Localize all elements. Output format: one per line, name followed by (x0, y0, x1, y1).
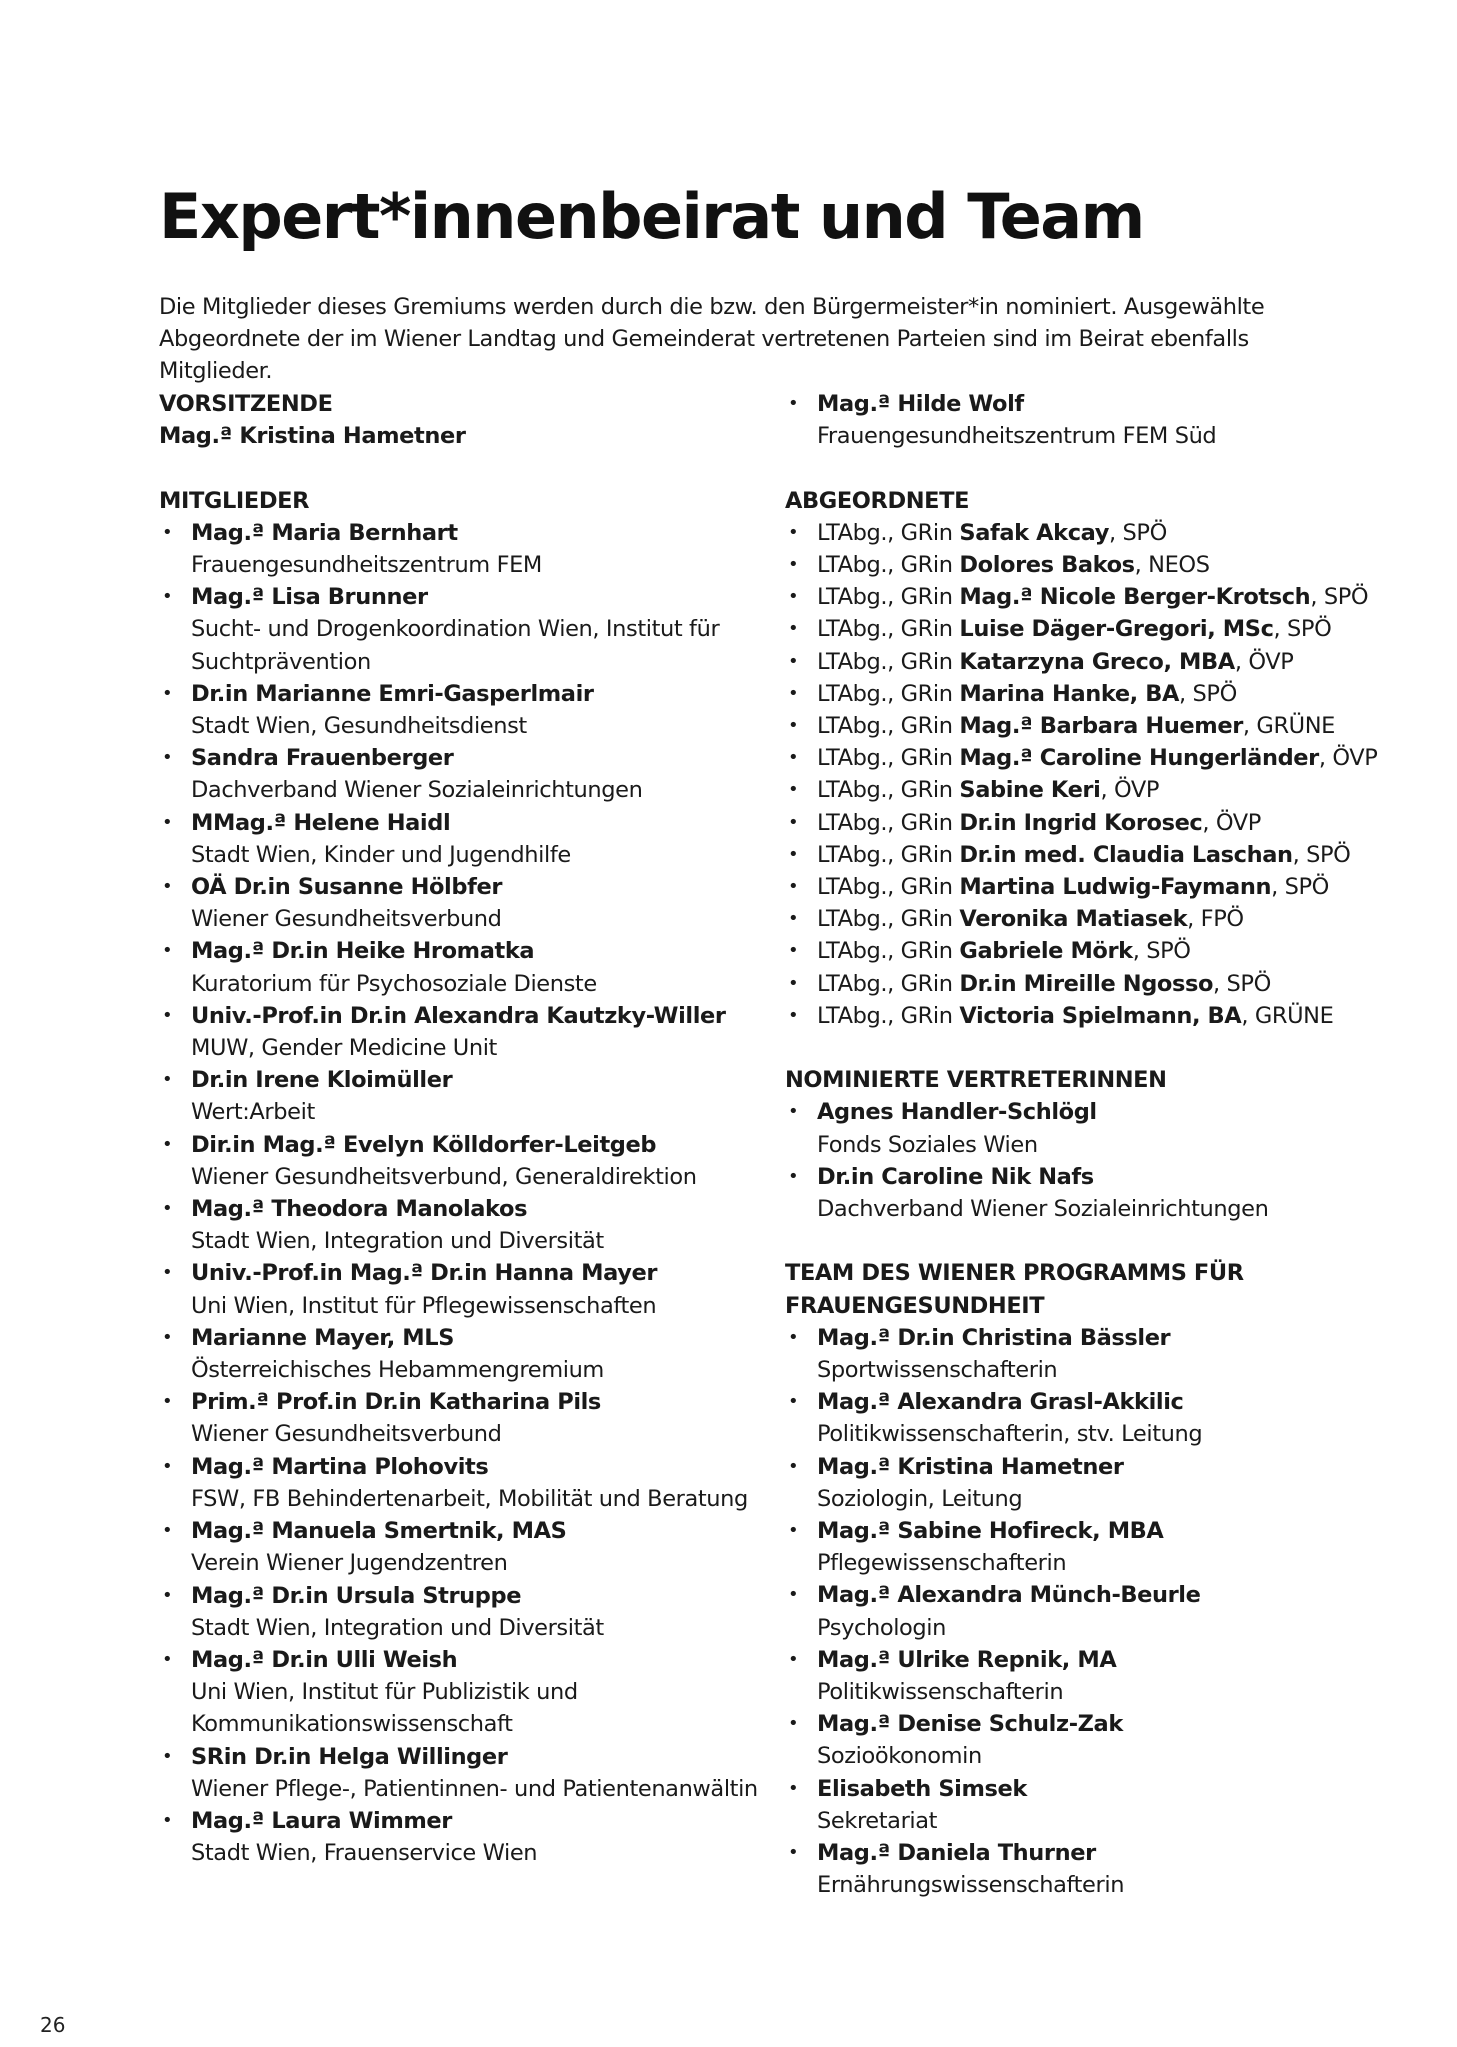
person-name: • Mag.ª Dr.in Christina Bässler (817, 1324, 1171, 1351)
person-name: • OÄ Dr.in Susanne Hölbfer (191, 874, 503, 901)
person-org: Dachverband Wiener Sozialeinrichtungen (817, 1196, 1269, 1223)
list-item (159, 1580, 759, 1644)
delegate-party: , GRÜNE (1241, 1002, 1334, 1029)
delegate-title: LTAbg., GRin (817, 1002, 953, 1029)
person-name: • Mag.ª Dr.in Heike Hromatka (191, 938, 535, 965)
person-name: • Elisabeth Simsek (817, 1775, 1027, 1802)
member-name: • Mag.ª Hilde Wolf (817, 391, 1024, 417)
person-name: • Marianne Mayer, MLS (191, 1324, 455, 1351)
person-name: • Dr.in Caroline Nik Nafs (817, 1163, 1094, 1190)
delegate-name: Mag.ª Nicole Berger-Krotsch (959, 584, 1311, 611)
person-name: • Mag.ª Martina Plohovits (191, 1453, 489, 1480)
person-name: • Mag.ª Dr.in Ulli Weish (191, 1646, 458, 1673)
page-title: Expert*innenbeirat und Team (159, 180, 1144, 253)
delegate-party: , SPÖ (1109, 519, 1167, 546)
list-item (159, 1129, 759, 1193)
list-item (785, 1708, 1405, 1772)
section-abgeordnete (785, 485, 1405, 1032)
right-column (785, 388, 1405, 1934)
person-org: Stadt Wien, Gesundheitsdienst (191, 713, 527, 740)
person-name: • Mag.ª Lisa Brunner (191, 584, 428, 611)
person-name: • Dr.in Irene Kloimüller (191, 1067, 453, 1094)
person-org: Dachverband Wiener Sozialeinrichtungen (191, 777, 643, 804)
list-item (785, 388, 1405, 452)
list-item (785, 1161, 1405, 1225)
left-column (159, 388, 759, 1902)
delegate-party: , GRÜNE (1242, 713, 1335, 740)
person-name: • Mag.ª Dr.in Ursula Struppe (191, 1582, 522, 1609)
list-item (785, 1322, 1405, 1386)
list-item (159, 1741, 759, 1805)
list-item (159, 517, 759, 581)
delegate-name: Dolores Bakos (959, 552, 1135, 578)
list-item (159, 742, 759, 806)
list-item (785, 1773, 1405, 1837)
intro-text: Die Mitglieder dieses Gremiums werden durch die bzw. den Bürgermeister*in nominiert. Ausgewählte Abgeordnete der im Wiener Landtag und Gemeinderat vertretenen Parteien sind im Beirat ebenfalls Mitglieder. (159, 294, 1265, 384)
section-team (785, 1257, 1405, 1901)
person-name: • Mag.ª Denise Schulz-Zak (817, 1711, 1123, 1738)
person-org: Uni Wien, Institut für Publizistik und Kommunikationswissenschaft (191, 1679, 578, 1738)
list-item (159, 1322, 759, 1386)
delegate-party: , NEOS (1134, 552, 1210, 578)
section-heading: MITGLIEDER (159, 487, 310, 514)
person-org: Stadt Wien, Integration und Diversität (191, 1614, 604, 1641)
person-name: • Mag.ª Manuela Smertnik, MAS (191, 1518, 567, 1545)
section-mitglieder (159, 485, 759, 1870)
delegate-title: LTAbg., GRin (817, 552, 953, 578)
person-name: • MMag.ª Helene Haidl (191, 809, 451, 836)
delegate-name: Mag.ª Caroline Hungerländer (959, 745, 1319, 772)
delegate-title: LTAbg., GRin (817, 906, 953, 933)
delegate-name: Dr.in Mireille Ngosso (959, 970, 1214, 997)
section-mitglieder-cont (785, 388, 1405, 452)
delegate-title: LTAbg., GRin (817, 970, 953, 997)
page-number: 26 (40, 2013, 66, 2037)
section-nominierte (785, 1064, 1405, 1225)
person-name: • Mag.ª Maria Bernhart (191, 519, 458, 546)
delegate-name: Dr.in med. Claudia Laschan (959, 841, 1293, 868)
person-name: • Mag.ª Ulrike Repnik, MA (817, 1646, 1117, 1673)
delegate-title: LTAbg., GRin (817, 519, 953, 546)
delegate-title: LTAbg., GRin (817, 841, 953, 868)
person-name: • Dr.in Marianne Emri-Gasperlmair (191, 680, 594, 707)
person-org: Psychologin (817, 1614, 947, 1641)
list-item (785, 1644, 1405, 1708)
person-name: • Sandra Frauenberger (191, 745, 454, 772)
section-heading-cont: FRAUENGESUNDHEIT (785, 1292, 1045, 1319)
person-org: Stadt Wien, Frauenservice Wien (191, 1840, 538, 1867)
delegate-party: , SPÖ (1273, 616, 1332, 643)
person-org: Sekretariat (817, 1807, 938, 1834)
list-item (785, 710, 1405, 742)
list-item (159, 935, 759, 999)
delegate-name: Victoria Spielmann, BA (959, 1002, 1242, 1029)
delegate-party: , ÖVP (1234, 648, 1294, 675)
person-name: • Univ.-Prof.in Dr.in Alexandra Kautzky-Willer (191, 1002, 726, 1029)
list-item (785, 581, 1405, 613)
delegate-title: LTAbg., GRin (817, 713, 953, 740)
delegate-name: Safak Akcay (959, 519, 1110, 546)
person-org: Sportwissenschafterin (817, 1357, 1058, 1384)
list-item (785, 871, 1405, 903)
list-item (159, 1451, 759, 1515)
section-vorsitzende (159, 388, 759, 452)
delegate-party: , SPÖ (1310, 584, 1369, 611)
delegate-title: LTAbg., GRin (817, 809, 953, 836)
list-item (785, 839, 1405, 871)
list-item (159, 581, 759, 678)
list-item (159, 1000, 759, 1064)
list-item (159, 807, 759, 871)
list-item (785, 517, 1405, 549)
person-org: Politikwissenschafterin, stv. Leitung (817, 1421, 1203, 1448)
list-item (785, 1515, 1405, 1579)
list-item (785, 1579, 1405, 1643)
list-item (785, 613, 1405, 645)
person-org: Sucht- und Drogenkoordination Wien, Institut für Suchtprävention (191, 616, 720, 675)
person-org: Soziologin, Leitung (817, 1485, 1023, 1512)
list-item (785, 1837, 1405, 1901)
list-item (159, 1515, 759, 1579)
delegate-name: Sabine Keri (959, 777, 1101, 804)
list-item (785, 549, 1405, 581)
person-org: Stadt Wien, Kinder und Jugendhilfe (191, 841, 571, 868)
person-org: Kuratorium für Psychosoziale Dienste (191, 970, 597, 997)
list-item (785, 646, 1405, 678)
section-heading: ABGEORDNETE (785, 487, 970, 514)
delegate-title: LTAbg., GRin (817, 648, 953, 675)
person-name: • Mag.ª Theodora Manolakos (191, 1196, 528, 1223)
person-name: • Agnes Handler-Schlögl (817, 1099, 1097, 1126)
person-name: • Mag.ª Alexandra Grasl-Akkilic (817, 1389, 1184, 1416)
delegate-title: LTAbg., GRin (817, 745, 953, 772)
person-org: Österreichisches Hebammengremium (191, 1357, 604, 1384)
list-item (785, 807, 1405, 839)
delegate-title: LTAbg., GRin (817, 616, 953, 643)
delegate-name: Gabriele Mörk (959, 938, 1133, 965)
delegates-list (785, 517, 1405, 1032)
list-item (159, 1386, 759, 1450)
person-name: • Mag.ª Kristina Hametner (817, 1453, 1124, 1480)
list-item (159, 1805, 759, 1869)
person-name: • SRin Dr.in Helga Willinger (191, 1743, 508, 1770)
person-org: Wiener Gesundheitsverbund (191, 906, 502, 933)
list-item (159, 871, 759, 935)
delegate-party: , FPÖ (1187, 906, 1244, 933)
delegate-title: LTAbg., GRin (817, 874, 953, 901)
person-org: Wiener Gesundheitsverbund, Generaldirektion (191, 1163, 697, 1190)
list-item (785, 678, 1405, 710)
section-heading: TEAM DES WIENER PROGRAMMS FÜR (785, 1260, 1244, 1287)
person-name: • Mag.ª Daniela Thurner (817, 1840, 1096, 1867)
member-org: Frauengesundheitszentrum FEM Süd (817, 423, 1217, 450)
person-org: Wiener Pflege-, Patientinnen- und Patientenanwältin (191, 1775, 758, 1802)
person-name: • Mag.ª Alexandra Münch-Beurle (817, 1582, 1201, 1609)
person-name: • Dir.in Mag.ª Evelyn Kölldorfer-Leitgeb (191, 1131, 657, 1158)
chair-name: Mag.ª Kristina Hametner (159, 423, 466, 450)
person-org: Stadt Wien, Integration und Diversität (191, 1228, 604, 1255)
delegate-name: Luise Däger-Gregori, MSc (959, 616, 1274, 643)
person-org: Verein Wiener Jugendzentren (191, 1550, 508, 1577)
delegate-title: LTAbg., GRin (817, 584, 953, 611)
delegate-party: , ÖVP (1318, 745, 1378, 772)
person-org: Uni Wien, Institut für Pflegewissenschaften (191, 1292, 657, 1319)
person-name: • Mag.ª Sabine Hofireck, MBA (817, 1518, 1164, 1545)
list-item (785, 1096, 1405, 1160)
person-org: Ernährungswissenschafterin (817, 1872, 1125, 1899)
person-org: Politikwissenschafterin (817, 1679, 1064, 1706)
delegate-name: Katarzyna Greco, MBA (959, 648, 1235, 675)
section-heading: VORSITZENDE (159, 391, 333, 417)
delegate-party: , SPÖ (1179, 680, 1237, 707)
delegate-name: Mag.ª Barbara Huemer (959, 713, 1243, 740)
nominees-list (785, 1096, 1405, 1225)
delegate-name: Veronika Matiasek (959, 906, 1188, 933)
delegate-name: Martina Ludwig-Faymann (959, 874, 1272, 901)
person-org: Wert:Arbeit (191, 1099, 315, 1126)
delegate-title: LTAbg., GRin (817, 938, 953, 965)
delegate-name: Marina Hanke, BA (959, 680, 1180, 707)
list-item (159, 1644, 759, 1741)
person-org: FSW, FB Behindertenarbeit, Mobilität und Beratung (191, 1485, 748, 1512)
list-item (785, 1451, 1405, 1515)
person-org: Sozioökonomin (817, 1743, 982, 1770)
delegate-name: Dr.in Ingrid Korosec (959, 809, 1203, 836)
list-item (785, 742, 1405, 774)
delegate-party: , ÖVP (1202, 809, 1261, 836)
list-item (159, 678, 759, 742)
delegate-party: , SPÖ (1271, 874, 1329, 901)
delegate-title: LTAbg., GRin (817, 680, 953, 707)
delegate-title: LTAbg., GRin (817, 777, 953, 804)
delegate-party: , SPÖ (1292, 841, 1351, 868)
person-org: Frauengesundheitszentrum FEM (191, 552, 542, 578)
list-item (159, 1064, 759, 1128)
list-item (785, 935, 1405, 967)
list-item (159, 1193, 759, 1257)
team-list (785, 1322, 1405, 1902)
person-org: Wiener Gesundheitsverbund (191, 1421, 502, 1448)
list-item (785, 903, 1405, 935)
list-item (785, 1386, 1405, 1450)
delegate-party: , ÖVP (1100, 777, 1160, 804)
list-item (785, 774, 1405, 806)
members-list (159, 517, 759, 1870)
person-org: Pflegewissenschafterin (817, 1550, 1067, 1577)
person-name: • Mag.ª Laura Wimmer (191, 1807, 452, 1834)
person-name: • Prim.ª Prof.in Dr.in Katharina Pils (191, 1389, 601, 1416)
person-name: • Univ.-Prof.in Mag.ª Dr.in Hanna Mayer (191, 1260, 658, 1287)
person-org: Fonds Soziales Wien (817, 1131, 1038, 1158)
delegate-party: , SPÖ (1213, 970, 1271, 997)
person-org: MUW, Gender Medicine Unit (191, 1035, 497, 1062)
list-item (159, 1257, 759, 1321)
delegate-party: , SPÖ (1132, 938, 1191, 965)
list-item (785, 968, 1405, 1000)
section-heading: NOMINIERTE VERTRETERINNEN (785, 1067, 1167, 1094)
list-item (785, 1000, 1405, 1032)
